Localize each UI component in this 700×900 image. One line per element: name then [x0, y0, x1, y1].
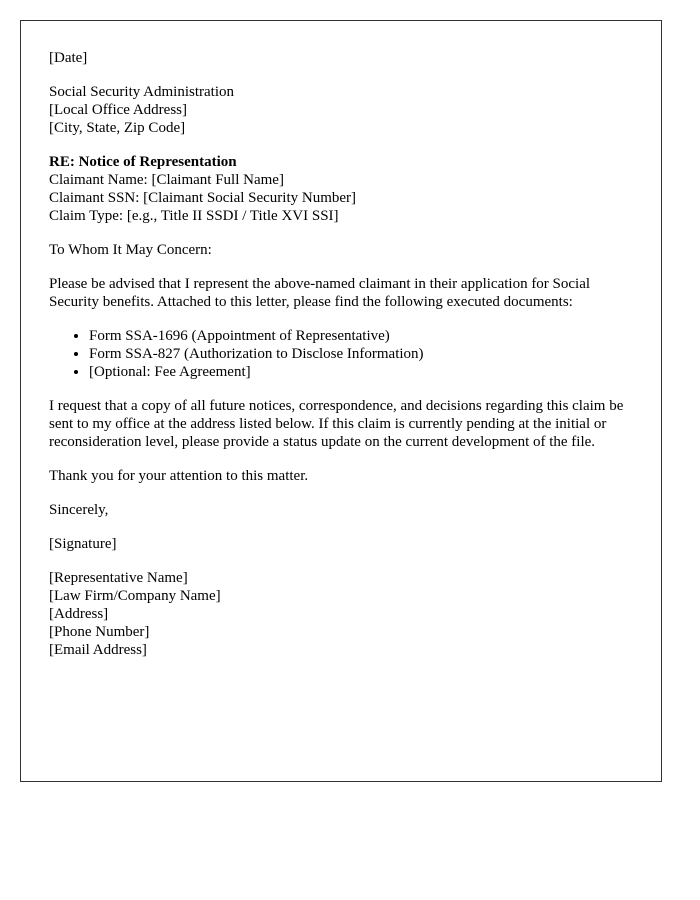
signature: [Signature] — [49, 536, 117, 552]
sender-line: [Phone Number] — [49, 624, 150, 640]
sender-line: [Address] — [49, 606, 109, 622]
list-item: • Form SSA-1696 (Appointment of Representative) — [89, 327, 634, 345]
date: [Date] — [49, 50, 88, 66]
list-item: • Form SSA-827 (Authorization to Disclose Information) — [89, 345, 634, 363]
sender-line: [Representative Name] — [49, 570, 188, 586]
list-item: • [Optional: Fee Agreement] — [89, 363, 634, 381]
recipient-line: Social Security Administration — [49, 84, 234, 100]
recipient-line: [Local Office Address] — [49, 102, 188, 118]
salutation: To Whom It May Concern: — [49, 242, 212, 258]
documents-list — [49, 327, 634, 381]
sender-line: [Email Address] — [49, 642, 147, 658]
thanks: Thank you for your attention to this matter. — [49, 468, 309, 484]
recipient-line: [City, State, Zip Code] — [49, 120, 186, 136]
intro-paragraph: Please be advised that I represent the above-named claimant in their application for Social Security benefits. Attached to this letter, please find the following executed documents: — [49, 276, 591, 310]
re-title: RE: Notice of Representation — [49, 154, 237, 170]
recipient-address — [49, 83, 634, 137]
claimant-name: Claimant Name: [Claimant Full Name] — [49, 172, 284, 188]
claimant-ssn: Claimant SSN: [Claimant Social Security Number] — [49, 190, 357, 206]
re-block — [49, 153, 634, 225]
claim-type: Claim Type: [e.g., Title II SSDI / Title XVI SSI] — [49, 208, 339, 224]
sender-block — [49, 569, 634, 659]
sender-line: [Law Firm/Company Name] — [49, 588, 221, 604]
closing: Sincerely, — [49, 502, 109, 518]
request-paragraph: I request that a copy of all future notices, correspondence, and decisions regarding this claim be sent to my office at the address listed below. If this claim is currently pending at the initial or reconsideration level, please provide a status update on the current development of the file. — [49, 398, 624, 450]
letter — [20, 20, 662, 782]
